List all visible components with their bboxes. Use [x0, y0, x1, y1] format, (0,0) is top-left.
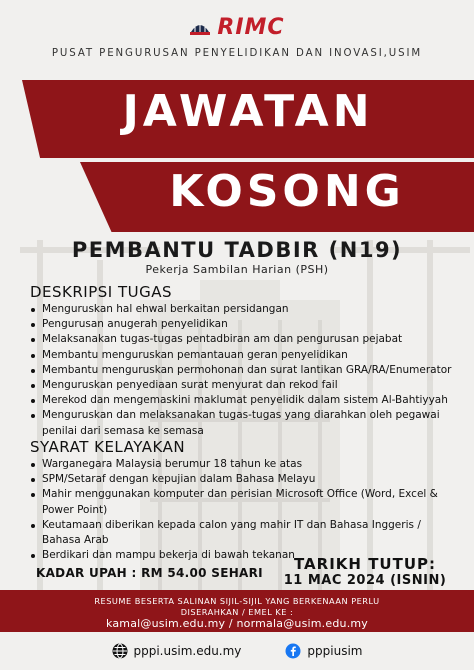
requirements-heading: SYARAT KELAYAKAN [30, 438, 186, 456]
description-list [30, 302, 460, 439]
list-item: Membantu menguruskan pemantauan geran penyelidikan [30, 348, 460, 363]
wage-rate: KADAR UPAH : RM 54.00 SEHARI [36, 566, 263, 580]
banner-title-line2: KOSONG [169, 166, 405, 217]
footer-emails[interactable]: kamal@usim.edu.my / normala@usim.edu.my [105, 617, 369, 630]
banner-title-line1: JAWATAN [122, 86, 374, 137]
position-subtitle: Pekerja Sambilan Harian (PSH) [145, 263, 329, 276]
list-item: Pengurusan anugerah penyelidikan [30, 317, 460, 332]
list-item: Keutamaan diberikan kepada calon yang mahir IT dan Bahasa Inggeris / Bahasa Arab [30, 518, 460, 548]
globe-icon [112, 643, 128, 659]
facebook-text: pppiusim [307, 644, 363, 658]
list-item: Melaksanakan tugas-tugas pentadbiran am dan pengurusan pejabat [30, 332, 460, 347]
contact-row [0, 640, 474, 662]
requirements-list [30, 457, 460, 563]
facebook-link[interactable] [285, 643, 362, 659]
list-item: Berdikari dan mampu bekerja di bawah tekanan [30, 548, 460, 563]
footer-instruction-line2: DISERAHKAN / EMEL KE : [180, 607, 294, 617]
list-item: Warganegara Malaysia berumur 18 tahun ke atas [30, 457, 460, 472]
list-item: Menguruskan dan melaksanakan tugas-tugas yang diarahkan oleh pegawai penilai dari semasa ke semasa [30, 408, 460, 438]
list-item: SPM/Setaraf dengan kepujian dalam Bahasa Melayu [30, 472, 460, 487]
list-item: Membantu menguruskan permohonan dan surat lantikan GRA/RA/Enumerator [30, 363, 460, 378]
dome-icon [189, 16, 211, 38]
organization-name: PUSAT PENGURUSAN PENYELIDIKAN DAN INOVASI,USIM [51, 48, 423, 59]
deadline-label: TARIKH TUTUP: [293, 555, 437, 573]
logo-text: RIMC [217, 14, 285, 40]
list-item: Menguruskan hal ehwal berkaitan persidangan [30, 302, 460, 317]
list-item: Merekod dan mengemaskini maklumat penyelidik dalam sistem Al-Bahtiyyah [30, 393, 460, 408]
description-heading: DESKRIPSI TUGAS [30, 283, 173, 301]
website-text: pppi.usim.edu.my [133, 644, 242, 658]
website-link[interactable] [112, 643, 242, 659]
header-logo [0, 12, 474, 42]
facebook-icon [285, 643, 301, 659]
deadline-date: 11 MAC 2024 (ISNIN) [283, 573, 447, 588]
footer-instruction-line1: RESUME BESERTA SALINAN SIJIL-SIJIL YANG BERKENAAN PERLU [94, 596, 380, 606]
list-item: Menguruskan penyediaan surat menyurat dan rekod fail [30, 378, 460, 393]
list-item: Mahir menggunakan komputer dan perisian Microsoft Office (Word, Excel & Power Point) [30, 487, 460, 517]
position-title: PEMBANTU TADBIR (N19) [71, 238, 403, 262]
